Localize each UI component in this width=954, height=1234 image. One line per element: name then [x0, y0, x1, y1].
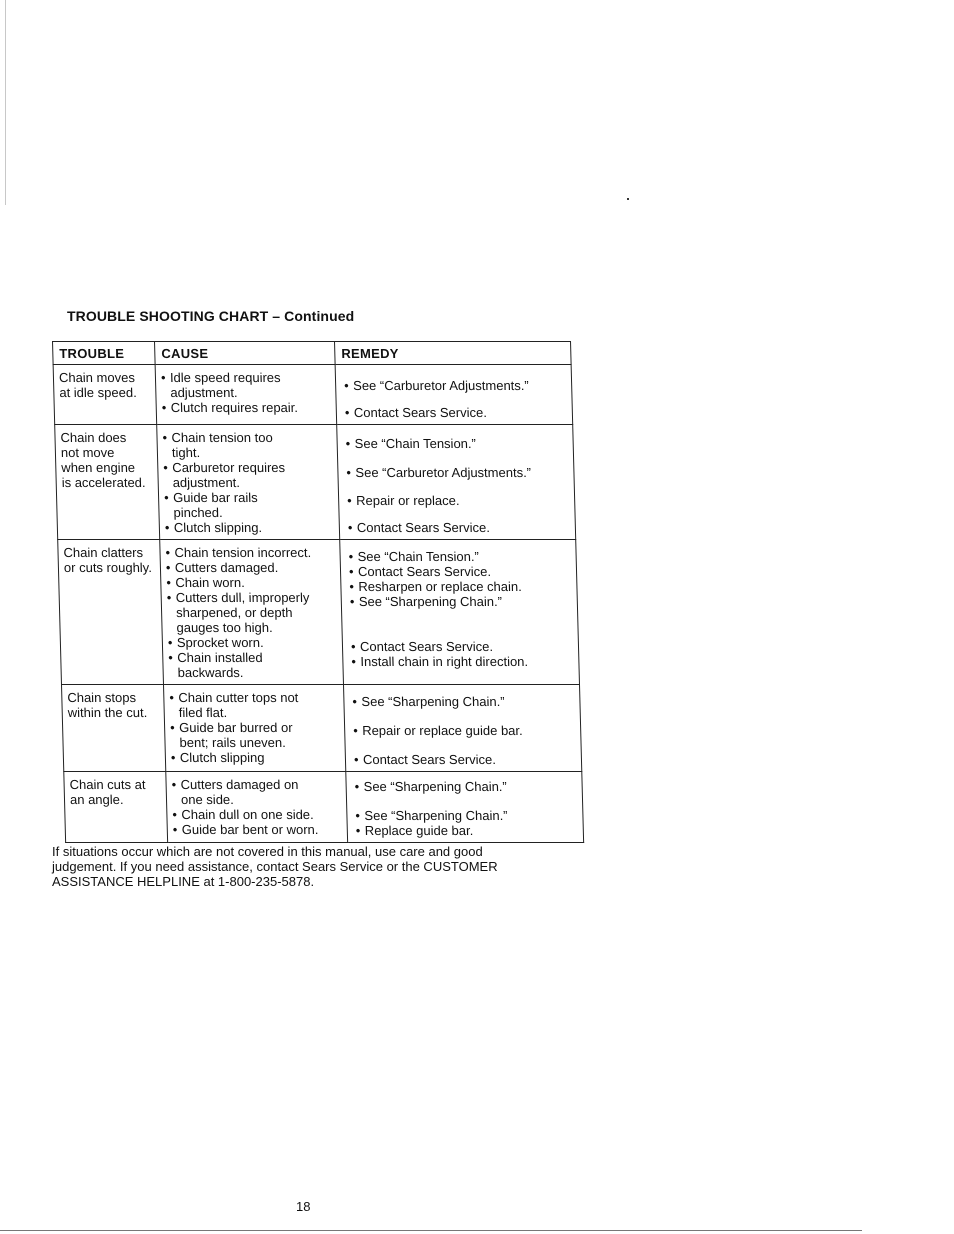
- header-remedy: REMEDY: [335, 342, 572, 365]
- cause-item: • Guide bar bent or worn.: [173, 822, 343, 837]
- table-row: [61, 685, 581, 772]
- cause-item: • Chain worn.: [166, 575, 336, 590]
- remedy-item: • Contact Sears Service.: [349, 564, 572, 579]
- cause-item: • Chain dull on one side.: [172, 807, 342, 822]
- trouble-text: Chain stops within the cut.: [67, 690, 148, 720]
- trouble-cell: [55, 425, 160, 540]
- remedy-cell: [340, 540, 580, 685]
- trouble-text: Chain does not move when engine is accelerated.: [60, 430, 146, 490]
- remedy-list: [345, 436, 571, 535]
- cause-cell: [157, 425, 340, 540]
- scan-edge-line: [5, 0, 6, 205]
- table-row: [58, 540, 580, 685]
- header-row: [53, 342, 572, 365]
- remedy-item: • See “Sharpening Chain.”: [355, 808, 578, 823]
- remedy-item: • Contact Sears Service.: [345, 405, 568, 420]
- cause-item: • Chain tension too tight.: [162, 430, 333, 460]
- remedy-cell: [337, 425, 576, 540]
- bottom-rule: [0, 1230, 862, 1231]
- cause-list: [161, 370, 332, 415]
- table-body: [53, 365, 584, 843]
- remedy-item: • See “Carburetor Adjustments.”: [344, 378, 567, 393]
- cause-item: • Guide bar burred or bent; rails uneven.: [170, 720, 341, 750]
- table-row: [64, 772, 584, 843]
- remedy-item: • See “Sharpening Chain.”: [354, 779, 577, 794]
- cause-cell: [155, 365, 337, 425]
- remedy-item: • Repair or replace guide bar.: [353, 723, 576, 738]
- trouble-cell: [61, 685, 165, 772]
- trouble-cell: [53, 365, 157, 425]
- cause-item: • Cutters damaged on one side.: [171, 777, 342, 807]
- cause-cell: [160, 540, 344, 685]
- remedy-item: • Install chain in right direction.: [351, 654, 574, 669]
- table-header: [53, 342, 572, 365]
- remedy-item: • Contact Sears Service.: [354, 752, 577, 767]
- cause-list: [171, 777, 343, 837]
- table-row: [55, 425, 576, 540]
- remedy-item: • See “Carburetor Adjustments.”: [346, 465, 569, 480]
- trouble-text: Chain clatters or cuts roughly.: [63, 545, 153, 575]
- table-row: [53, 365, 573, 425]
- remedy-item: • See “Sharpening Chain.”: [350, 594, 573, 609]
- remedy-cell: [346, 772, 584, 843]
- cause-list: [162, 430, 335, 535]
- troubleshooting-table: [52, 341, 584, 843]
- remedy-item: • Resharpen or replace chain.: [349, 579, 572, 594]
- header-trouble: TROUBLE: [53, 342, 156, 365]
- cause-cell: [166, 772, 348, 843]
- remedy-list: [344, 378, 568, 420]
- cause-item: • Chain cutter tops not filed flat.: [169, 690, 340, 720]
- cause-item: • Clutch slipping.: [165, 520, 335, 535]
- cause-item: • Guide bar rails pinched.: [164, 490, 335, 520]
- trouble-text: Chain cuts at an angle.: [69, 777, 146, 807]
- cause-item: • Carburetor requires adjustment.: [163, 460, 334, 490]
- cause-item: • Chain installed backwards.: [168, 650, 339, 680]
- remedy-item: • See “Chain Tension.”: [345, 436, 568, 451]
- remedy-list: [348, 549, 574, 669]
- cause-item: • Clutch slipping: [171, 750, 341, 765]
- cause-item: • Sprocket worn.: [168, 635, 338, 650]
- trouble-cell: [58, 540, 164, 685]
- remedy-list: [354, 779, 579, 838]
- trouble-text: Chain moves at idle speed.: [58, 370, 137, 400]
- remedy-item: • See “Chain Tension.”: [348, 549, 571, 564]
- scan-speck: [627, 198, 629, 200]
- cause-cell: [163, 685, 345, 772]
- cause-list: [169, 690, 341, 765]
- trouble-cell: [64, 772, 168, 843]
- remedy-cell: [335, 365, 573, 425]
- cause-list: [165, 545, 339, 680]
- page-number: 18: [296, 1199, 311, 1214]
- footnote: If situations occur which are not covered in this manual, use care and good judgement. If you need assistance, contact Sears Service or the CUSTOMER ASSISTANCE HELPLINE at 1-800-235-5878.: [52, 844, 498, 889]
- remedy-item: • Contact Sears Service.: [351, 639, 574, 654]
- cause-item: • Chain tension incorrect.: [165, 545, 335, 560]
- cause-item: • Cutters dull, improperly sharpened, or depth gauges too high.: [167, 590, 338, 635]
- cause-item: • Clutch requires repair.: [162, 400, 332, 415]
- header-cause: CAUSE: [155, 342, 336, 365]
- cause-item: • Cutters damaged.: [166, 560, 336, 575]
- remedy-cell: [343, 685, 581, 772]
- remedy-item: • Repair or replace.: [347, 493, 570, 508]
- remedy-list: [352, 694, 577, 767]
- cause-item: • Idle speed requires adjustment.: [161, 370, 332, 400]
- remedy-item: • Contact Sears Service.: [348, 520, 571, 535]
- remedy-item: • See “Sharpening Chain.”: [352, 694, 575, 709]
- remedy-item: • Replace guide bar.: [356, 823, 579, 838]
- chart-title: TROUBLE SHOOTING CHART – Continued: [67, 308, 355, 324]
